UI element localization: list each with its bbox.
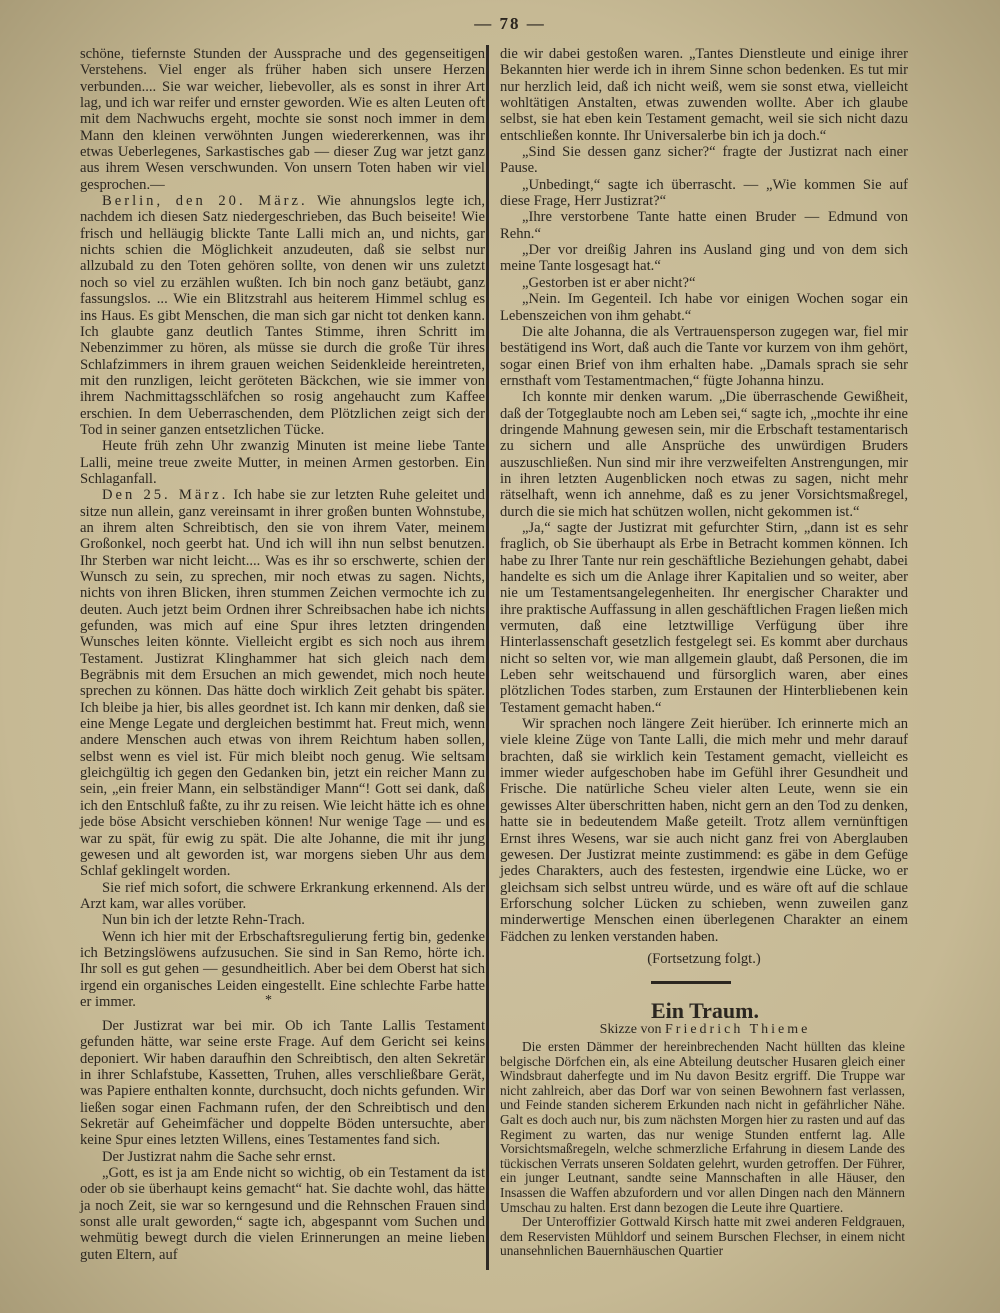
paragraph-text: Ich habe sie zur letzten Ruhe geleitet und sitze nun allein, ganz vereinsamt in ihrer großen bunten Wohnstube, an ihrem alten Schreibtisch, den sie von ihrem Vater, meinem Großonkel, noch geerbt hat. Und ich will ihn nun selbst benutzen. Ihr Sterben war nicht leicht.... Was es ihr so erschwerte, schien der Wunsch zu sein, zu sprechen, mir noch etwas zu sagen. Nichts, nichts von ihren Blicken, ihren stummen Zeichen vermochte ich zu deuten. Auch jetzt beim Ordnen ihrer Schreibsachen habe ich nichts gefunden, was mich auf eine Spur ihres letzten dringenden Wunsches leiten könnte. Vielleicht ergibt es sich noch aus ihrem Testament. Justizrat Klinghammer hat sich gleich nach dem Begräbnis mit dem Ersuchen an mich gewendet, mich noch heute sprechen zu können. Das hätte doch wirklich Zeit gehabt bis später. Ich bleibe ja hier, bis alles geordnet ist. Ich kann mir denken, daß sie eine Menge Legate und dergleichen bestimmt hat. Freut mich, wenn andere Menschen auch etwas von ihrem Reichtum haben sollen, selbst wenn es viel ist. Für mich bleibt noch genug. Wie seltsam gleichgültig ich gegen den Gedanken bin, jetzt ein reicher Mann zu sein, „ein freier Mann, ein selbständiger Mann“! Gott sei dank, daß ich den Entschluß faßte, zu ihr zu reisen. Wie leicht hätte ich es ohne jede böse Absicht verschieben können! Nur wenige Tage — und es war zu spät, für ewig zu spät. Die alte Johanne, die mit ihr jung gewesen und alt geworden ist, war morgens sieben Uhr aus dem Schlaf geklingelt worden. (80, 487, 485, 880)
dateline: Den 25. März. (102, 487, 229, 504)
paragraph (80, 193, 485, 438)
story-subtitle (500, 1022, 910, 1038)
author-name: Friedrich Thieme (665, 1022, 811, 1037)
paragraph: Ich konnte mir denken warum. „Die überraschende Gewißheit, daß der Totgeglaubte noch am Leben sei,“ sagte ich, „mochte ihr eine dringende Mahnung gewesen sein, mir die Erbschaft testamentarisch zu sichern und alle Ansprüche des unwürdigen Bruders auszuschließen. Nun sind mir ihre verzweifelten Anstrengungen, mir in ihren letzten Augenblicken noch etwas zu sagen, nicht mehr rätselhaft, wenn ich annehme, daß es zu jener Vorsichtsmaßregel, durch die sie mich hat schützen wollen, nicht gekommen ist.“ (500, 389, 908, 520)
story-body (500, 1040, 905, 1259)
paragraph: Heute früh zehn Uhr zwanzig Minuten ist meine liebe Tante Lalli, meine treue zweite Mutter, in meinen Armen gestorben. Ein Schlaganfall. (80, 438, 485, 487)
column-divider (486, 45, 489, 1270)
paragraph: die wir dabei gestoßen waren. „Tantes Dienstleute und einige ihrer Bekannten hier werde ich in ihrem Sinne schon bedenken. Es tut mir nur herzlich leid, daß ich nicht weiß, wem sie sonst etwa, vielleicht wohltätigen Anstalten, etwas zuwenden wollte. Aber ich glaube selbst, sie hat eben kein Testament gemacht, weil sie sich nicht dazu entschließen konnte. Ihr Universalerbe bin ich ja doch.“ (500, 46, 908, 144)
paragraph: Der Justizrat nahm die Sache sehr ernst. (102, 1148, 336, 1165)
paragraph: Nun bin ich der letzte Rehn-Trach. (102, 912, 305, 929)
left-column-lower (80, 1018, 485, 1263)
page-number: — 78 — (474, 14, 546, 33)
paragraph: Der Unteroffizier Gottwald Kirsch hatte mit zwei anderen Feldgrauen, dem Reservisten Mühldorf und seinem Burschen Flechser, in einem nicht unansehnlichen Bauernhäuschen Quartier (500, 1214, 905, 1259)
section-separator: * (265, 993, 272, 1008)
left-column (80, 46, 485, 1010)
right-column (500, 46, 908, 967)
paragraph: Sie rief mich sofort, die schwere Erkrankung erkennend. Als der Arzt kam, war alles vorüber. (80, 879, 485, 912)
story-title: Ein Traum. (651, 998, 759, 1023)
paragraph: Wir sprachen noch längere Zeit hierüber. Ich erinnerte mich an viele kleine Züge von Tante Lalli, die mich mehr und mehr darauf brachten, daß sie wirklich kein Testament gemacht, vielleicht es immer wieder aufgeschoben habe im Gefühl ihrer Gesundheit und Frische. Die natürliche Scheu vieler alten Leute, wenn sie ein gewisses Alter überschritten haben, nicht gern an den Tod zu denken, hatte sie in bedeutendem Maße geteilt. Trotz allem vernünftigen Ernst ihres Wesens, war sie auch nicht ganz frei von Aberglauben gewesen. Der Justizrat meinte zustimmend: es gäbe in dem Gefüge jedes Charakters, auch des festesten, irgendwie eine Lücke, wo er gleichsam sich selbst untreu würde, und es wäre oft auf die schlaue Erforschung solcher Lücken zu schieben, wenn zuweilen ganz minderwertige Menschen einen überlegenen Charakter an einem Fädchen zu lenken verstanden haben. (500, 716, 908, 945)
paragraph (80, 487, 485, 879)
paragraph: „Sind Sie dessen ganz sicher?“ fragte der Justizrat nach einer Pause. (500, 144, 908, 177)
paragraph: „Unbedingt,“ sagte ich überrascht. — „Wie kommen Sie auf diese Frage, Herr Justizrat?“ (500, 176, 908, 210)
continuation-note: (Fortsetzung folgt.) (647, 950, 761, 967)
paragraph: „Ihre verstorbene Tante hatte einen Bruder — Edmund von Rehn.“ (500, 209, 908, 242)
paragraph: Wenn ich hier mit der Erbschaftsregulierung fertig bin, gedenke ich Betzingslöwens aufzusuchen. Sie sind in San Remo, hörte ich. Ihr soll es gut gehen — gesundheitlich. Aber bei dem Oberst hat sich irgend ein organisches Leiden eingestellt. Eine schlechte Farbe hatte er immer. (80, 928, 485, 1010)
paragraph-text: Wie ahnungslos legte ich, nachdem ich diesen Satz niedergeschrieben, das Buch beiseite! Wie frisch und helläugig blickte Tante Lalli mich an, und nichts, gar nichts schien die Möglichkeit anzudeuten, daß sie selbst nur allzubald zu den Toten gehören sollte, von denen wir uns zuletzt noch so viel zu erzählen wußten. Ich bin noch ganz betäubt, ganz fassungslos. ... Wie ein Blitzstrahl aus heiterem Himmel schlug es ins Haus. Es gibt Menschen, die man sich gar nicht tot denken kann. Ich glaubte ganz deutlich Tantes Stimme, ihren Schritt im Nebenzimmer zu hören, als müsse sie durch die große Tür ihres Schlafzimmers in ihrem grauen weichen Seidenkleide hereintreten, mit den runzligen, leicht geröteten Bäckchen, wie sie immer von ihrem Nachmittagsschläfchen so rosig angehaucht zum Kaffee erschien. In dem Ueberraschenden, dem Plötzlichen zeigt sich der Tod in seiner ganzen entsetzlichen Tücke. (80, 193, 485, 438)
subtitle-prefix: Skizze von (599, 1022, 665, 1037)
section-rule (651, 981, 731, 984)
paragraph: „Gestorben ist er aber nicht?“ (522, 274, 696, 291)
paragraph: „Der vor dreißig Jahren ins Ausland ging und von dem sich meine Tante losgesagt hat.“ (500, 242, 908, 275)
dateline: Berlin, den 20. März. (102, 193, 308, 210)
paragraph: Die alte Johanna, die als Vertrauensperson zugegen war, fiel mir bestätigend ins Wort, daß auch die Tante vor kurzem von ihm gehört, sogar einen Brief von ihm erhalten habe. „Damals sprach sie sehr ernsthaft vom Testamentmachen,“ fügte Johanna hinzu. (500, 323, 908, 389)
paragraph: schöne, tiefernste Stunden der Aussprache und des gegenseitigen Verstehens. Viel enger als früher haben sich unsere Herzen verbunden.... Sie war weicher, liebevoller, als es sonst in ihrer Art lag, und ich war reifer und ernster geworden. Wie es alten Leuten oft mit dem Nachwuchs ergeht, mochte sie sonst noch immer in dem Mann den kleinen verwöhnten Jungen wiedererkennen, was ihr etwas Ueberlegenes, Sarkastisches gab — dieser Zug war jetzt ganz aus ihrem Wesen verschwunden. Von unsern Toten haben wir viel gesprochen.— (80, 46, 485, 193)
paragraph: Der Justizrat war bei mir. Ob ich Tante Lallis Testament gefunden hätte, war seine erste Frage. Auf dem Gericht sei keins deponiert. Wir haben daraufhin den Schreibtisch, den alten Sekretär in ihrer Schlafstube, Kassetten, Truhen, alles verschließbare Gerät, was Papiere enthalten konnte, durchsucht, doch nichts gefunden. Wir ließen sogar einen Fachmann rufen, der den Schreibtisch und den Sekretär auf Geheimfächer und doppelte Böden untersuchte, aber keine Spur eines letzten Willens, eines Testamentes fand sich. (80, 1018, 485, 1149)
paragraph: „Gott, es ist ja am Ende nicht so wichtig, ob ein Testament da ist oder ob sie überhaupt keins gemacht“ hat. Sie dachte wohl, das hätte ja noch Zeit, sie war so kerngesund und die Rehnschen Frauen sind sonst alle uralt geworden,“ sagte ich, abgespannt vom Suchen und wehmütig bewegt durch die vielen Erinnerungen an meine lieben guten Eltern, auf (80, 1165, 485, 1263)
paragraph: „Ja,“ sagte der Justizrat mit gefurchter Stirn, „dann ist es sehr fraglich, ob Sie überhaupt als Erbe in Betracht kommen können. Ich habe zu Ihrer Tante nur rein geschäftliche Beziehungen gehabt, dabei handelte es sich um die Anlage ihrer Kapitalien und so weiter, aber nie um Testamentsangelegenheiten. Ihr energischer Charakter und ihre praktische Auffassung in allen geschäftlichen Fragen ließen mich vermuten, daß eine letztwillige Verfügung über ihre Hinterlassenschaft gesetzlich festgelegt sei. Es kommt aber durchaus nicht so selten vor, wie man allgemein glaubt, daß Personen, die im Leben sehr weitschauend und fürsorglich waren, aber eines plötzlichen Todes starben, zum Erstaunen der Hinterbliebenen kein Testament gemacht haben.“ (500, 519, 908, 716)
paragraph: „Nein. Im Gegenteil. Ich habe vor einigen Wochen sogar ein Lebenszeichen von ihm gehabt.“ (500, 291, 908, 324)
paragraph: Die ersten Dämmer der hereinbrechenden Nacht hüllten das kleine belgische Dörfchen ein, als eine Abteilung deutscher Husaren gleich einer Windsbraut daherfegte und im Nu davon Besitz ergriff. Die Truppe war nicht zahlreich, aber das Dorf war von seinen Bewohnern fast verlassen, und Feinde standen sicherem Erkunden nach nicht in gefährlicher Nähe. Galt es doch auch nur, bis zum nächsten Morgen hier zu rasten und auf das Regiment zu warten, das nur wenige Stunden entfernt lag. Alle Vorsichtsmaßregeln, welche schmerzliche Erfahrung in diesem Lande des tückischen Verrats unseren Soldaten gelehrt, wurden getroffen. Der Führer, ein junger Leutnant, sandte seine Mannschaften in alle Häuser, den Insassen die Waffen abzufordern und vor allen Dingen nach den Männern Umschau zu halten. Erst dann bezogen die Leute ihre Quartiere. (500, 1039, 905, 1215)
